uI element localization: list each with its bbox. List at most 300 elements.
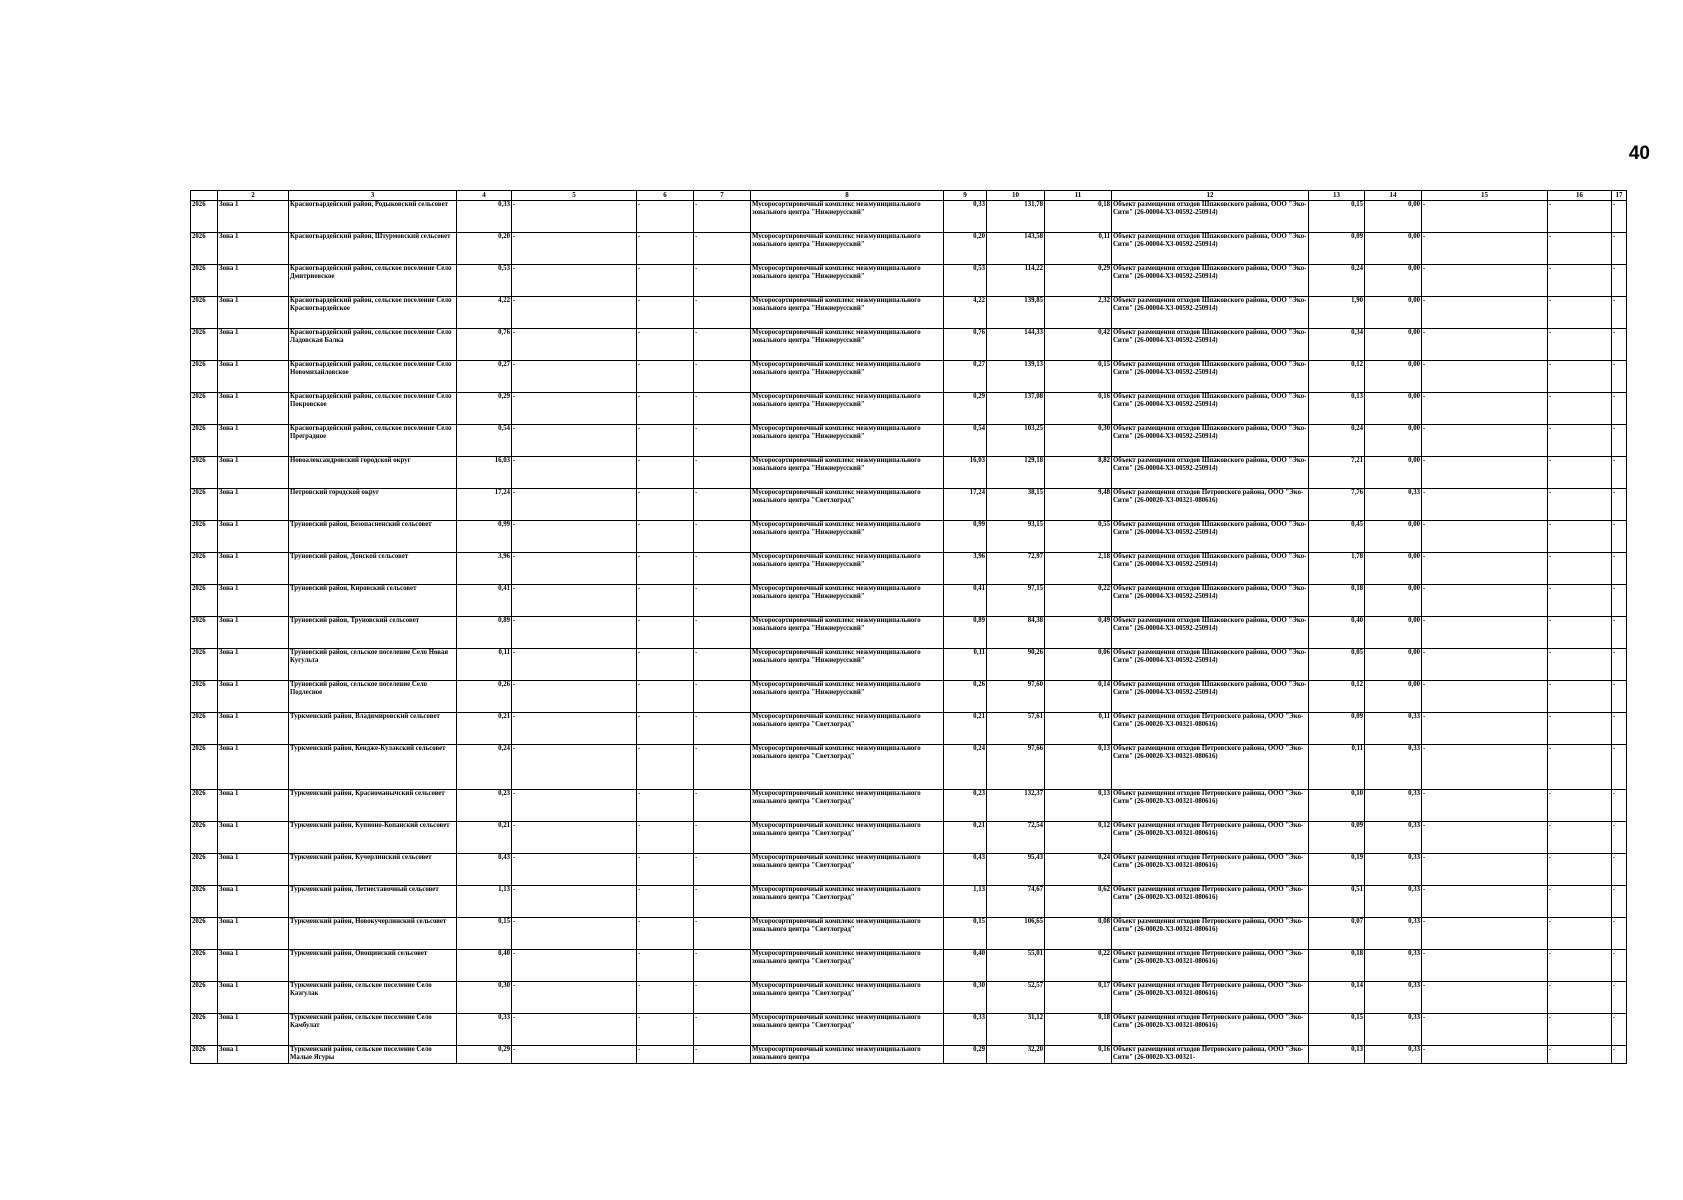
col16-cell: - bbox=[1548, 233, 1612, 265]
territory-cell: Туркменский район, Новокучерлинский сельсовет bbox=[289, 918, 457, 950]
disposal-site-cell: Объект размещения отходов Шпаковского района, ООО "Эко-Сити" (26-00004-Х3-00592-250914) bbox=[1112, 617, 1309, 649]
territory-cell: Красногвардейский район, сельское поселение Село Ладовская Балка bbox=[289, 329, 457, 361]
col5-cell: - bbox=[512, 713, 637, 745]
col17-cell: - bbox=[1612, 713, 1627, 745]
col7-cell: - bbox=[694, 329, 751, 361]
table-row bbox=[191, 201, 1627, 233]
territory-cell: Красногвардейский район, сельское поселение Село Преградное bbox=[289, 425, 457, 457]
disposal-mass-cell: 0,11 bbox=[1309, 745, 1365, 790]
col7-cell: - bbox=[694, 617, 751, 649]
mass-cell: 0,15 bbox=[457, 918, 512, 950]
disposal-mass-cell: 7,76 bbox=[1309, 489, 1365, 521]
output-mass-cell: 0,13 bbox=[1045, 745, 1112, 790]
table-row bbox=[191, 233, 1627, 265]
col5-cell: - bbox=[512, 649, 637, 681]
year-cell: 2026 bbox=[191, 950, 218, 982]
col16-cell: - bbox=[1548, 361, 1612, 393]
col6-cell: - bbox=[637, 361, 694, 393]
disposal-site-cell: Объект размещения отходов Петровского района, ООО "Эко-Сити" (26-00020-Х3-00321-080616) bbox=[1112, 918, 1309, 950]
table-row bbox=[191, 822, 1627, 854]
col7-cell: - bbox=[694, 361, 751, 393]
disposal-site-cell: Объект размещения отходов Шпаковского района, ООО "Эко-Сити" (26-00004-Х3-00592-250914) bbox=[1112, 649, 1309, 681]
disposal-site-cell: Объект размещения отходов Шпаковского района, ООО "Эко-Сити" (26-00004-Х3-00592-250914) bbox=[1112, 553, 1309, 585]
col17-cell: - bbox=[1612, 521, 1627, 553]
col6-cell: - bbox=[637, 649, 694, 681]
col6-cell: - bbox=[637, 1046, 694, 1064]
territory-cell: Туркменский район, сельское поселение Село Камбулат bbox=[289, 1014, 457, 1046]
disposal-site-cell: Объект размещения отходов Шпаковского района, ООО "Эко-Сити" (26-00004-Х3-00592-250914) bbox=[1112, 233, 1309, 265]
distance-cell: 31,12 bbox=[987, 1014, 1045, 1046]
col6-cell: - bbox=[637, 297, 694, 329]
col14-cell: 0,00 bbox=[1365, 393, 1422, 425]
col6-cell: - bbox=[637, 553, 694, 585]
facility-cell: Мусоросортировочный комплекс межмуниципального зонального центра "Нижнерусский" bbox=[751, 425, 944, 457]
col5-cell: - bbox=[512, 425, 637, 457]
territory-cell: Туркменский район, Кендже-Кулакский сельсовет bbox=[289, 745, 457, 790]
col5-cell: - bbox=[512, 233, 637, 265]
zone-cell: Зона 1 bbox=[218, 297, 289, 329]
disposal-mass-cell: 0,07 bbox=[1309, 918, 1365, 950]
distance-cell: 74,67 bbox=[987, 886, 1045, 918]
year-cell: 2026 bbox=[191, 617, 218, 649]
facility-cell: Мусоросортировочный комплекс межмуниципального зонального центра "Нижнерусский" bbox=[751, 553, 944, 585]
col5-cell: - bbox=[512, 854, 637, 886]
territory-cell: Красногвардейский район, Родыковский сельсовет bbox=[289, 201, 457, 233]
disposal-mass-cell: 7,21 bbox=[1309, 457, 1365, 489]
output-mass-cell: 0,12 bbox=[1045, 822, 1112, 854]
disposal-site-cell: Объект размещения отходов Шпаковского района, ООО "Эко-Сити" (26-00004-Х3-00592-250914) bbox=[1112, 585, 1309, 617]
disposal-mass-cell: 0,34 bbox=[1309, 329, 1365, 361]
col5-cell: - bbox=[512, 265, 637, 297]
col17-cell: - bbox=[1612, 854, 1627, 886]
col16-cell: - bbox=[1548, 585, 1612, 617]
territory-cell: Красногвардейский район, сельское поселение Село Дмитриевское bbox=[289, 265, 457, 297]
disposal-mass-cell: 0,12 bbox=[1309, 681, 1365, 713]
distance-cell: 139,13 bbox=[987, 361, 1045, 393]
col17-cell: - bbox=[1612, 681, 1627, 713]
disposal-mass-cell: 0,18 bbox=[1309, 950, 1365, 982]
col14-cell: 0,33 bbox=[1365, 822, 1422, 854]
mass-cell: 0,99 bbox=[457, 521, 512, 553]
mass-cell: 0,21 bbox=[457, 822, 512, 854]
output-mass-cell: 0,11 bbox=[1045, 233, 1112, 265]
facility-cell: Мусоросортировочный комплекс межмуниципального зонального центра "Нижнерусский" bbox=[751, 361, 944, 393]
mass-cell: 0,33 bbox=[457, 201, 512, 233]
col7-cell: - bbox=[694, 265, 751, 297]
col15-cell: - bbox=[1422, 822, 1548, 854]
col16-cell: - bbox=[1548, 982, 1612, 1014]
output-mass-cell: 0,49 bbox=[1045, 617, 1112, 649]
year-cell: 2026 bbox=[191, 822, 218, 854]
facility-cell: Мусоросортировочный комплекс межмуниципального зонального центра "Нижнерусский" bbox=[751, 265, 944, 297]
disposal-mass-cell: 0,24 bbox=[1309, 265, 1365, 297]
col5-cell: - bbox=[512, 822, 637, 854]
col7-cell: - bbox=[694, 822, 751, 854]
header-cell: 4 bbox=[457, 191, 512, 201]
col6-cell: - bbox=[637, 854, 694, 886]
header-cell: 9 bbox=[944, 191, 987, 201]
disposal-mass-cell: 0,13 bbox=[1309, 1046, 1365, 1064]
sorted-mass-cell: 17,24 bbox=[944, 489, 987, 521]
table-row bbox=[191, 1046, 1627, 1064]
year-cell: 2026 bbox=[191, 521, 218, 553]
mass-cell: 0,11 bbox=[457, 649, 512, 681]
col6-cell: - bbox=[637, 982, 694, 1014]
disposal-mass-cell: 0,51 bbox=[1309, 886, 1365, 918]
sorted-mass-cell: 0,21 bbox=[944, 822, 987, 854]
mass-cell: 0,21 bbox=[457, 713, 512, 745]
table-row bbox=[191, 297, 1627, 329]
output-mass-cell: 0,14 bbox=[1045, 681, 1112, 713]
col6-cell: - bbox=[637, 950, 694, 982]
table-row bbox=[191, 617, 1627, 649]
col17-cell: - bbox=[1612, 918, 1627, 950]
mass-cell: 0,26 bbox=[457, 681, 512, 713]
distance-cell: 32,20 bbox=[987, 1046, 1045, 1064]
col17-cell: - bbox=[1612, 265, 1627, 297]
col5-cell: - bbox=[512, 521, 637, 553]
header-cell: 13 bbox=[1309, 191, 1365, 201]
col14-cell: 0,00 bbox=[1365, 585, 1422, 617]
year-cell: 2026 bbox=[191, 918, 218, 950]
col7-cell: - bbox=[694, 233, 751, 265]
table-row bbox=[191, 681, 1627, 713]
mass-cell: 0,43 bbox=[457, 854, 512, 886]
year-cell: 2026 bbox=[191, 886, 218, 918]
col15-cell: - bbox=[1422, 649, 1548, 681]
disposal-site-cell: Объект размещения отходов Петровского района, ООО "Эко-Сити" (26-00020-Х3-00321-080616) bbox=[1112, 822, 1309, 854]
sorted-mass-cell: 0,99 bbox=[944, 521, 987, 553]
year-cell: 2026 bbox=[191, 854, 218, 886]
col16-cell: - bbox=[1548, 553, 1612, 585]
sorted-mass-cell: 4,22 bbox=[944, 297, 987, 329]
output-mass-cell: 0,17 bbox=[1045, 982, 1112, 1014]
mass-cell: 3,96 bbox=[457, 553, 512, 585]
col16-cell: - bbox=[1548, 1014, 1612, 1046]
zone-cell: Зона 1 bbox=[218, 585, 289, 617]
facility-cell: Мусоросортировочный комплекс межмуниципального зонального центра "Нижнерусский" bbox=[751, 201, 944, 233]
col14-cell: 0,00 bbox=[1365, 329, 1422, 361]
table-row bbox=[191, 457, 1627, 489]
col14-cell: 0,00 bbox=[1365, 681, 1422, 713]
sorted-mass-cell: 0,15 bbox=[944, 918, 987, 950]
distance-cell: 97,66 bbox=[987, 745, 1045, 790]
distance-cell: 114,22 bbox=[987, 265, 1045, 297]
facility-cell: Мусоросортировочный комплекс межмуниципального зонального центра "Светлоград" bbox=[751, 886, 944, 918]
col7-cell: - bbox=[694, 681, 751, 713]
col6-cell: - bbox=[637, 790, 694, 822]
territory-cell: Красногвардейский район, сельское поселение Село Красногвардейское bbox=[289, 297, 457, 329]
header-cell: 12 bbox=[1112, 191, 1309, 201]
distance-cell: 90,26 bbox=[987, 649, 1045, 681]
distance-cell: 52,57 bbox=[987, 982, 1045, 1014]
mass-cell: 0,27 bbox=[457, 361, 512, 393]
header-cell: 2 bbox=[218, 191, 289, 201]
col7-cell: - bbox=[694, 745, 751, 790]
col16-cell: - bbox=[1548, 521, 1612, 553]
col5-cell: - bbox=[512, 1046, 637, 1064]
disposal-mass-cell: 0,14 bbox=[1309, 982, 1365, 1014]
col16-cell: - bbox=[1548, 950, 1612, 982]
col16-cell: - bbox=[1548, 265, 1612, 297]
zone-cell: Зона 1 bbox=[218, 681, 289, 713]
col17-cell: - bbox=[1612, 790, 1627, 822]
disposal-mass-cell: 0,40 bbox=[1309, 617, 1365, 649]
disposal-mass-cell: 1,78 bbox=[1309, 553, 1365, 585]
col7-cell: - bbox=[694, 1014, 751, 1046]
table-row bbox=[191, 854, 1627, 886]
table-row bbox=[191, 649, 1627, 681]
col5-cell: - bbox=[512, 457, 637, 489]
zone-cell: Зона 1 bbox=[218, 886, 289, 918]
distance-cell: 97,60 bbox=[987, 681, 1045, 713]
col15-cell: - bbox=[1422, 553, 1548, 585]
sorted-mass-cell: 0,23 bbox=[944, 790, 987, 822]
territory-cell: Новоалександровский городской округ bbox=[289, 457, 457, 489]
facility-cell: Мусоросортировочный комплекс межмуниципального зонального центра "Нижнерусский" bbox=[751, 617, 944, 649]
facility-cell: Мусоросортировочный комплекс межмуниципального зонального центра bbox=[751, 1046, 944, 1064]
facility-cell: Мусоросортировочный комплекс межмуниципального зонального центра "Светлоград" bbox=[751, 790, 944, 822]
col14-cell: 0,00 bbox=[1365, 361, 1422, 393]
territory-cell: Туркменский район, сельское поселение Село Казгулак bbox=[289, 982, 457, 1014]
col14-cell: 0,00 bbox=[1365, 617, 1422, 649]
sorted-mass-cell: 0,33 bbox=[944, 201, 987, 233]
year-cell: 2026 bbox=[191, 425, 218, 457]
col17-cell: - bbox=[1612, 649, 1627, 681]
sorted-mass-cell: 0,11 bbox=[944, 649, 987, 681]
col16-cell: - bbox=[1548, 425, 1612, 457]
distance-cell: 131,78 bbox=[987, 201, 1045, 233]
year-cell: 2026 bbox=[191, 553, 218, 585]
facility-cell: Мусоросортировочный комплекс межмуниципального зонального центра "Светлоград" bbox=[751, 822, 944, 854]
col14-cell: 0,00 bbox=[1365, 521, 1422, 553]
year-cell: 2026 bbox=[191, 1046, 218, 1064]
zone-cell: Зона 1 bbox=[218, 265, 289, 297]
year-cell: 2026 bbox=[191, 489, 218, 521]
territory-cell: Красногвардейский район, сельское поселение Село Новомихайловское bbox=[289, 361, 457, 393]
facility-cell: Мусоросортировочный комплекс межмуниципального зонального центра "Светлоград" bbox=[751, 1014, 944, 1046]
table-row bbox=[191, 393, 1627, 425]
output-mass-cell: 0,42 bbox=[1045, 329, 1112, 361]
col16-cell: - bbox=[1548, 457, 1612, 489]
zone-cell: Зона 1 bbox=[218, 489, 289, 521]
col14-cell: 0,33 bbox=[1365, 886, 1422, 918]
col5-cell: - bbox=[512, 297, 637, 329]
col7-cell: - bbox=[694, 297, 751, 329]
header-cell: 11 bbox=[1045, 191, 1112, 201]
disposal-mass-cell: 1,90 bbox=[1309, 297, 1365, 329]
col16-cell: - bbox=[1548, 297, 1612, 329]
territory-cell: Труновский район, Кировский сельсовет bbox=[289, 585, 457, 617]
col15-cell: - bbox=[1422, 521, 1548, 553]
col5-cell: - bbox=[512, 790, 637, 822]
col5-cell: - bbox=[512, 745, 637, 790]
output-mass-cell: 9,48 bbox=[1045, 489, 1112, 521]
waste-flow-table bbox=[190, 190, 1627, 1064]
distance-cell: 132,37 bbox=[987, 790, 1045, 822]
col17-cell: - bbox=[1612, 361, 1627, 393]
col15-cell: - bbox=[1422, 617, 1548, 649]
col6-cell: - bbox=[637, 1014, 694, 1046]
zone-cell: Зона 1 bbox=[218, 457, 289, 489]
col6-cell: - bbox=[637, 329, 694, 361]
col6-cell: - bbox=[637, 233, 694, 265]
header-cell: 14 bbox=[1365, 191, 1422, 201]
col14-cell: 0,33 bbox=[1365, 790, 1422, 822]
col14-cell: 0,00 bbox=[1365, 425, 1422, 457]
col5-cell: - bbox=[512, 361, 637, 393]
year-cell: 2026 bbox=[191, 265, 218, 297]
territory-cell: Красногвардейский район, сельское поселение Село Покровское bbox=[289, 393, 457, 425]
distance-cell: 95,43 bbox=[987, 854, 1045, 886]
sorted-mass-cell: 16,03 bbox=[944, 457, 987, 489]
disposal-site-cell: Объект размещения отходов Петровского района, ООО "Эко-Сити" (26-00020-Х3-00321-080616) bbox=[1112, 886, 1309, 918]
year-cell: 2026 bbox=[191, 681, 218, 713]
mass-cell: 0,29 bbox=[457, 393, 512, 425]
col14-cell: 0,33 bbox=[1365, 918, 1422, 950]
territory-cell: Труновский район, Донской сельсовет bbox=[289, 553, 457, 585]
distance-cell: 139,85 bbox=[987, 297, 1045, 329]
facility-cell: Мусоросортировочный комплекс межмуниципального зонального центра "Светлоград" bbox=[751, 713, 944, 745]
col15-cell: - bbox=[1422, 886, 1548, 918]
col17-cell: - bbox=[1612, 329, 1627, 361]
disposal-site-cell: Объект размещения отходов Петровского района, ООО "Эко-Сити" (26-00020-Х3-00321- bbox=[1112, 1046, 1309, 1064]
output-mass-cell: 0,16 bbox=[1045, 1046, 1112, 1064]
disposal-mass-cell: 0,05 bbox=[1309, 649, 1365, 681]
col14-cell: 0,33 bbox=[1365, 713, 1422, 745]
table-row bbox=[191, 950, 1627, 982]
col6-cell: - bbox=[637, 457, 694, 489]
facility-cell: Мусоросортировочный комплекс межмуниципального зонального центра "Нижнерусский" bbox=[751, 585, 944, 617]
col7-cell: - bbox=[694, 553, 751, 585]
sorted-mass-cell: 0,21 bbox=[944, 713, 987, 745]
disposal-mass-cell: 0,15 bbox=[1309, 201, 1365, 233]
col7-cell: - bbox=[694, 790, 751, 822]
col15-cell: - bbox=[1422, 297, 1548, 329]
table-row bbox=[191, 886, 1627, 918]
header-row bbox=[191, 191, 1627, 201]
col17-cell: - bbox=[1612, 1046, 1627, 1064]
col6-cell: - bbox=[637, 585, 694, 617]
col16-cell: - bbox=[1548, 201, 1612, 233]
col15-cell: - bbox=[1422, 982, 1548, 1014]
output-mass-cell: 0,22 bbox=[1045, 585, 1112, 617]
sorted-mass-cell: 0,27 bbox=[944, 361, 987, 393]
col5-cell: - bbox=[512, 1014, 637, 1046]
sorted-mass-cell: 0,33 bbox=[944, 1014, 987, 1046]
col6-cell: - bbox=[637, 201, 694, 233]
sorted-mass-cell: 0,29 bbox=[944, 393, 987, 425]
year-cell: 2026 bbox=[191, 393, 218, 425]
col6-cell: - bbox=[637, 918, 694, 950]
sorted-mass-cell: 1,13 bbox=[944, 886, 987, 918]
facility-cell: Мусоросортировочный комплекс межмуниципального зонального центра "Светлоград" bbox=[751, 950, 944, 982]
col17-cell: - bbox=[1612, 982, 1627, 1014]
mass-cell: 0,24 bbox=[457, 745, 512, 790]
zone-cell: Зона 1 bbox=[218, 521, 289, 553]
header-cell: 7 bbox=[694, 191, 751, 201]
col15-cell: - bbox=[1422, 201, 1548, 233]
zone-cell: Зона 1 bbox=[218, 617, 289, 649]
output-mass-cell: 8,82 bbox=[1045, 457, 1112, 489]
sorted-mass-cell: 0,26 bbox=[944, 681, 987, 713]
zone-cell: Зона 1 bbox=[218, 1046, 289, 1064]
output-mass-cell: 0,29 bbox=[1045, 265, 1112, 297]
col6-cell: - bbox=[637, 393, 694, 425]
col7-cell: - bbox=[694, 393, 751, 425]
output-mass-cell: 0,30 bbox=[1045, 425, 1112, 457]
table-row bbox=[191, 265, 1627, 297]
col7-cell: - bbox=[694, 457, 751, 489]
col17-cell: - bbox=[1612, 1014, 1627, 1046]
distance-cell: 93,15 bbox=[987, 521, 1045, 553]
zone-cell: Зона 1 bbox=[218, 233, 289, 265]
sorted-mass-cell: 0,89 bbox=[944, 617, 987, 649]
year-cell: 2026 bbox=[191, 297, 218, 329]
col5-cell: - bbox=[512, 329, 637, 361]
col17-cell: - bbox=[1612, 745, 1627, 790]
table-row bbox=[191, 521, 1627, 553]
facility-cell: Мусоросортировочный комплекс межмуниципального зонального центра "Светлоград" bbox=[751, 489, 944, 521]
output-mass-cell: 0,16 bbox=[1045, 393, 1112, 425]
col6-cell: - bbox=[637, 521, 694, 553]
col7-cell: - bbox=[694, 713, 751, 745]
col16-cell: - bbox=[1548, 745, 1612, 790]
disposal-site-cell: Объект размещения отходов Шпаковского района, ООО "Эко-Сити" (26-00004-Х3-00592-250914) bbox=[1112, 521, 1309, 553]
territory-cell: Труновский район, сельское поселение Село Подлесное bbox=[289, 681, 457, 713]
col15-cell: - bbox=[1422, 329, 1548, 361]
disposal-site-cell: Объект размещения отходов Петровского района, ООО "Эко-Сити" (26-00020-Х3-00321-080616) bbox=[1112, 982, 1309, 1014]
header-cell: 3 bbox=[289, 191, 457, 201]
col7-cell: - bbox=[694, 854, 751, 886]
col5-cell: - bbox=[512, 201, 637, 233]
col5-cell: - bbox=[512, 617, 637, 649]
distance-cell: 129,18 bbox=[987, 457, 1045, 489]
header-cell: 17 bbox=[1612, 191, 1627, 201]
mass-cell: 0,29 bbox=[457, 1046, 512, 1064]
distance-cell: 103,25 bbox=[987, 425, 1045, 457]
table-body bbox=[191, 201, 1627, 1064]
table-row bbox=[191, 918, 1627, 950]
col15-cell: - bbox=[1422, 265, 1548, 297]
output-mass-cell: 0,18 bbox=[1045, 201, 1112, 233]
zone-cell: Зона 1 bbox=[218, 425, 289, 457]
output-mass-cell: 0,08 bbox=[1045, 918, 1112, 950]
year-cell: 2026 bbox=[191, 713, 218, 745]
facility-cell: Мусоросортировочный комплекс межмуниципального зонального центра "Нижнерусский" bbox=[751, 457, 944, 489]
disposal-site-cell: Объект размещения отходов Петровского района, ООО "Эко-Сити" (26-00020-Х3-00321-080616) bbox=[1112, 854, 1309, 886]
disposal-site-cell: Объект размещения отходов Петровского района, ООО "Эко-Сити" (26-00020-Х3-00321-080616) bbox=[1112, 745, 1309, 790]
col7-cell: - bbox=[694, 886, 751, 918]
col14-cell: 0,00 bbox=[1365, 201, 1422, 233]
header-cell: 6 bbox=[637, 191, 694, 201]
disposal-site-cell: Объект размещения отходов Шпаковского района, ООО "Эко-Сити" (26-00004-Х3-00592-250914) bbox=[1112, 361, 1309, 393]
zone-cell: Зона 1 bbox=[218, 745, 289, 790]
col14-cell: 0,33 bbox=[1365, 950, 1422, 982]
disposal-site-cell: Объект размещения отходов Шпаковского района, ООО "Эко-Сити" (26-00004-Х3-00592-250914) bbox=[1112, 329, 1309, 361]
table-row bbox=[191, 489, 1627, 521]
year-cell: 2026 bbox=[191, 649, 218, 681]
mass-cell: 0,23 bbox=[457, 790, 512, 822]
disposal-site-cell: Объект размещения отходов Шпаковского района, ООО "Эко-Сити" (26-00004-Х3-00592-250914) bbox=[1112, 425, 1309, 457]
col7-cell: - bbox=[694, 649, 751, 681]
territory-cell: Туркменский район, Красноманычский сельсовет bbox=[289, 790, 457, 822]
col14-cell: 0,00 bbox=[1365, 649, 1422, 681]
territory-cell: Труновский район, сельское поселение Село Новая Кугульта bbox=[289, 649, 457, 681]
disposal-mass-cell: 0,12 bbox=[1309, 361, 1365, 393]
table-row bbox=[191, 585, 1627, 617]
output-mass-cell: 2,32 bbox=[1045, 297, 1112, 329]
